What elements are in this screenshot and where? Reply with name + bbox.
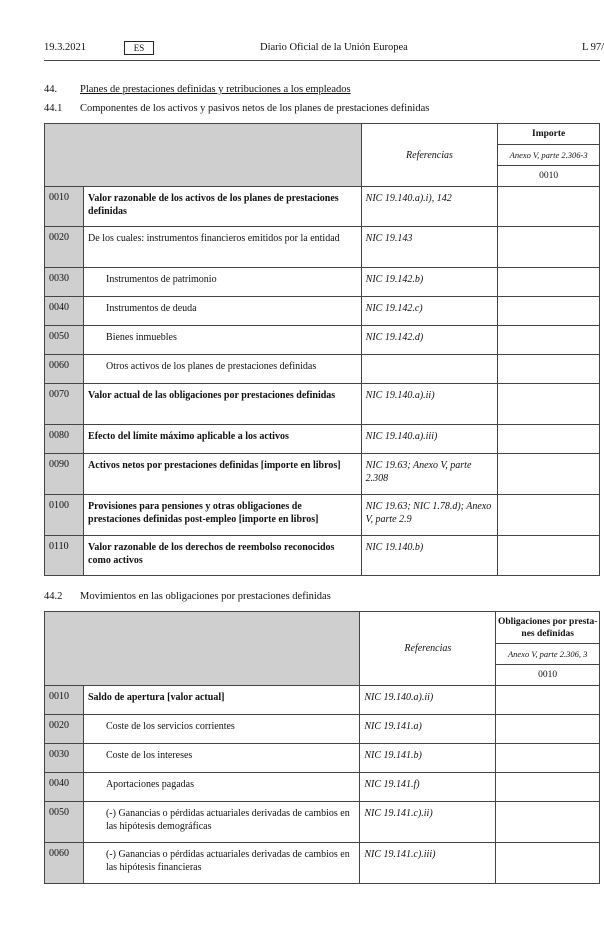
row-code: 0010 xyxy=(45,187,84,227)
row-label: De los cuales: instrumentos financieros emitidos por la entidad xyxy=(84,227,362,268)
section-number: 44.2 xyxy=(44,591,63,602)
row-code: 0030 xyxy=(45,268,84,297)
row-code: 0010 xyxy=(45,686,84,715)
table-row xyxy=(45,843,600,884)
language-badge: ES xyxy=(124,41,154,55)
table-row xyxy=(45,744,600,773)
row-label: Saldo de apertura [valor actual] xyxy=(83,686,359,715)
value-cell[interactable] xyxy=(498,536,600,576)
row-label: (-) Ganancias o pérdidas actuariales derivadas de cambios en las hipótesis demográficas xyxy=(83,802,359,843)
journal-title: Diario Oficial de la Unión Europea xyxy=(260,42,408,53)
row-label: Bienes inmuebles xyxy=(84,326,362,355)
row-label: Efecto del límite máximo aplicable a los activos xyxy=(84,425,362,454)
page-number: L 97/ xyxy=(582,42,604,53)
row-label: Instrumentos de deuda xyxy=(84,297,362,326)
row-reference: NIC 19.140.a).i), 142 xyxy=(361,187,498,227)
annex-reference-header: Anexo V, parte 2.306-3 xyxy=(498,145,600,166)
section-title: Componentes de los activos y pasivos netos de los planes de prestaciones definidas xyxy=(80,103,430,114)
value-cell[interactable] xyxy=(498,384,600,425)
table-row xyxy=(45,187,600,227)
row-reference: NIC 19.63; Anexo V, parte 2.308 xyxy=(361,454,498,495)
obligations-header: Obligaciones por presta- nes definidas xyxy=(496,612,600,644)
section-number: 44. xyxy=(44,84,58,95)
table-header-blank xyxy=(45,124,362,187)
row-code: 0050 xyxy=(45,802,84,843)
row-reference: NIC 19.142.c) xyxy=(361,297,498,326)
row-reference: NIC 19.63; NIC 1.78.d); Anexo V, parte 2.9 xyxy=(361,495,498,536)
references-header: Referencias xyxy=(361,124,498,187)
row-code: 0100 xyxy=(45,495,84,536)
row-reference: NIC 19.141.c).iii) xyxy=(360,843,496,884)
row-code: 0040 xyxy=(45,773,84,802)
row-reference: NIC 19.140.a).ii) xyxy=(360,686,496,715)
table-row xyxy=(45,297,600,326)
row-label: Valor actual de las obligaciones por prestaciones definidas xyxy=(84,384,362,425)
references-header: Referencias xyxy=(360,612,496,686)
row-code: 0020 xyxy=(45,715,84,744)
components-table xyxy=(44,123,600,576)
section-number: 44.1 xyxy=(44,103,63,114)
section-title: Planes de prestaciones definidas y retribuciones a los empleados xyxy=(80,84,351,95)
row-label: Coste de los servicios corrientes xyxy=(83,715,359,744)
row-label: Coste de los intereses xyxy=(83,744,359,773)
row-reference: NIC 19.141.b) xyxy=(360,744,496,773)
row-code: 0090 xyxy=(45,454,84,495)
section-44-heading xyxy=(44,84,351,95)
value-cell[interactable] xyxy=(496,744,600,773)
row-code: 0030 xyxy=(45,744,84,773)
row-label: Instrumentos de patrimonio xyxy=(84,268,362,297)
row-reference xyxy=(361,355,498,384)
value-cell[interactable] xyxy=(496,802,600,843)
row-reference: NIC 19.141.a) xyxy=(360,715,496,744)
row-code: 0060 xyxy=(45,355,84,384)
section-title: Movimientos en las obligaciones por prestaciones definidas xyxy=(80,591,331,602)
amount-header: Importe xyxy=(498,124,600,145)
publication-date: 19.3.2021 xyxy=(44,42,86,53)
table-row xyxy=(45,425,600,454)
value-cell[interactable] xyxy=(498,227,600,268)
row-code: 0060 xyxy=(45,843,84,884)
value-cell[interactable] xyxy=(498,326,600,355)
value-cell[interactable] xyxy=(498,355,600,384)
section-44-2-heading xyxy=(44,591,331,602)
value-cell[interactable] xyxy=(496,843,600,884)
row-label: Valor razonable de los activos de los planes de prestaciones definidas xyxy=(84,187,362,227)
row-code: 0020 xyxy=(45,227,84,268)
row-reference: NIC 19.141.c).ii) xyxy=(360,802,496,843)
movements-table xyxy=(44,611,600,884)
row-code: 0050 xyxy=(45,326,84,355)
row-reference: NIC 19.140.b) xyxy=(361,536,498,576)
table-row xyxy=(45,326,600,355)
row-reference: NIC 19.141.f) xyxy=(360,773,496,802)
row-code: 0040 xyxy=(45,297,84,326)
table-row xyxy=(45,355,600,384)
table-row xyxy=(45,384,600,425)
table-row xyxy=(45,227,600,268)
section-44-1-heading xyxy=(44,103,429,114)
table-row xyxy=(45,802,600,843)
row-label: Activos netos por prestaciones definidas [importe en libros] xyxy=(84,454,362,495)
table-row xyxy=(45,268,600,297)
row-reference: NIC 19.140.a).ii) xyxy=(361,384,498,425)
row-reference: NIC 19.143 xyxy=(361,227,498,268)
value-cell[interactable] xyxy=(498,297,600,326)
value-cell[interactable] xyxy=(498,425,600,454)
row-reference: NIC 19.142.b) xyxy=(361,268,498,297)
table-row xyxy=(45,495,600,536)
row-label: (-) Ganancias o pérdidas actuariales derivadas de cambios en las hipótesis financieras xyxy=(83,843,359,884)
table-row xyxy=(45,454,600,495)
value-cell[interactable] xyxy=(496,686,600,715)
value-cell[interactable] xyxy=(498,495,600,536)
row-label: Valor razonable de los derechos de reembolso reconocidos como activos xyxy=(84,536,362,576)
row-reference: NIC 19.142.d) xyxy=(361,326,498,355)
table-row xyxy=(45,536,600,576)
value-cell[interactable] xyxy=(498,268,600,297)
row-code: 0080 xyxy=(45,425,84,454)
column-code-header: 0010 xyxy=(496,665,600,686)
value-cell[interactable] xyxy=(498,454,600,495)
value-cell[interactable] xyxy=(498,187,600,227)
row-label: Otros activos de los planes de prestaciones definidas xyxy=(84,355,362,384)
row-code: 0110 xyxy=(45,536,84,576)
row-code: 0070 xyxy=(45,384,84,425)
table-row xyxy=(45,686,600,715)
column-code-header: 0010 xyxy=(498,166,600,187)
table-row xyxy=(45,773,600,802)
row-label: Provisiones para pensiones y otras obligaciones de prestaciones definidas post-empleo [importe en libros] xyxy=(84,495,362,536)
header-rule xyxy=(44,60,600,61)
row-reference: NIC 19.140.a).iii) xyxy=(361,425,498,454)
value-cell[interactable] xyxy=(496,715,600,744)
annex-reference-header: Anexo V, parte 2.306, 3 xyxy=(496,644,600,665)
value-cell[interactable] xyxy=(496,773,600,802)
table-header-blank xyxy=(45,612,360,686)
row-label: Aportaciones pagadas xyxy=(83,773,359,802)
table-row xyxy=(45,715,600,744)
page-header xyxy=(44,42,604,56)
